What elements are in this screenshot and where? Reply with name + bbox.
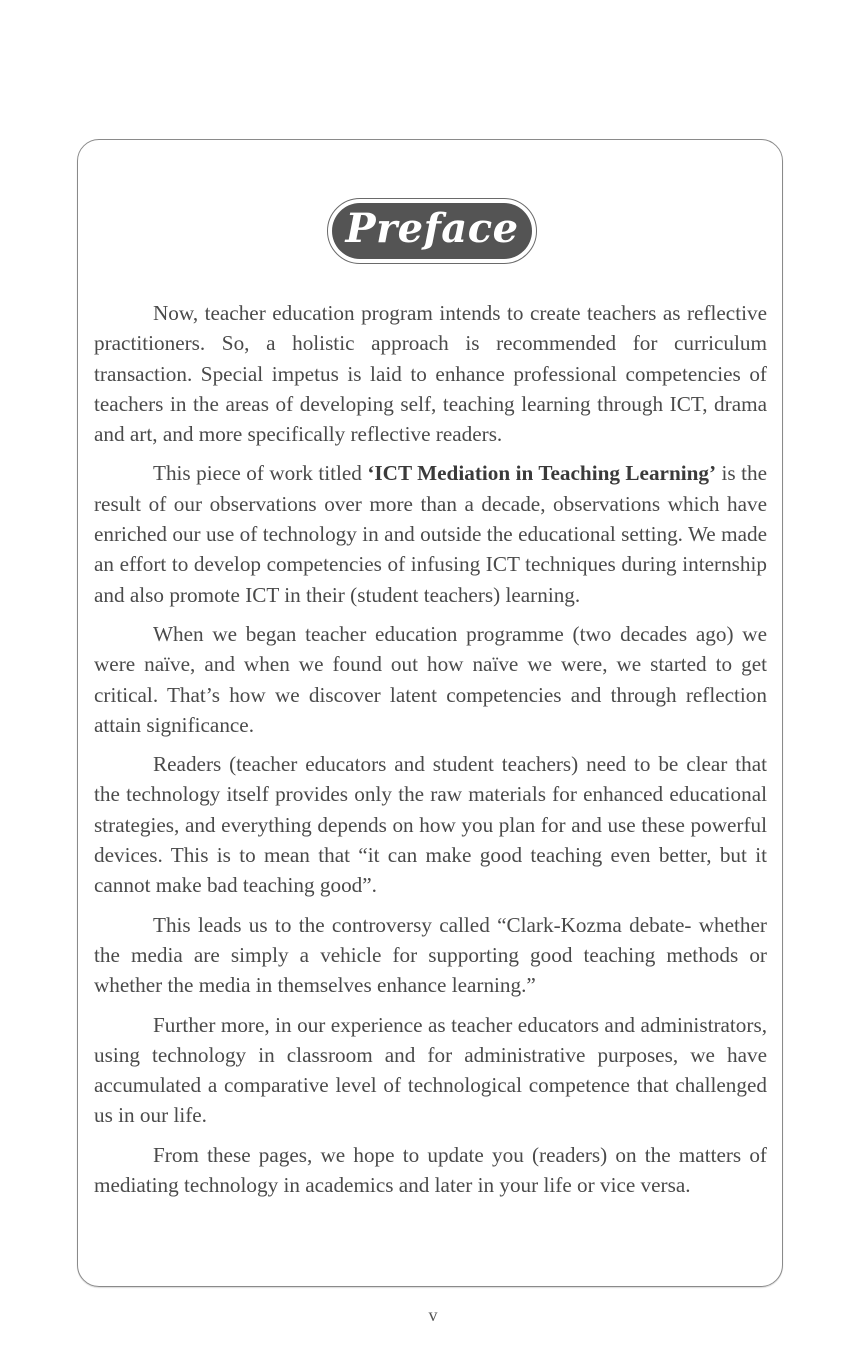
page-title: Preface	[345, 205, 519, 252]
preface-heading-pill	[332, 203, 532, 259]
preface-body	[94, 298, 767, 1209]
paragraph-5: This leads us to the controversy called “Clark-Kozma debate- whether the media are simply a vehicle for supporting good teaching methods or whether the media in themselves enhance learning.”	[94, 912, 767, 998]
paragraph-3: When we began teacher education programme (two decades ago) we were naïve, and when we found out how naïve we were, we started to get critical. That’s how we discover latent competencies and through reflection attain significance.	[94, 621, 767, 737]
paragraph-2-rest: is the result of our observations over more than a decade, observations which have enriched our use of technology in and outside the educational setting. We made an effort to develop competencies of infusing ICT techniques during internship and also promote ICT in their (student teachers) learning.	[94, 461, 767, 607]
paragraph-2-lead: This piece of work titled	[153, 461, 368, 486]
paragraph-6: Further more, in our experience as teacher educators and administrators, using technology in classroom and for administrative purposes, we have accumulated a comparative level of technological competence that challenged us in our life.	[94, 1012, 767, 1128]
paragraph-1: Now, teacher education program intends to create teachers as reflective practitioners. So, a holistic approach is recommended for curriculum transaction. Special impetus is laid to enhance professional competencies of teachers in the areas of developing self, teaching learning through ICT, drama and art, and more specifically reflective readers.	[94, 301, 767, 447]
paragraph-2	[94, 458, 767, 609]
paragraph-4: Readers (teacher educators and student teachers) need to be clear that the technology itself provides only the raw materials for enhanced educational strategies, and everything depends on how you plan for and use these powerful devices. This is to mean that “it can make good teaching even better, but it cannot make bad teaching good”.	[94, 752, 767, 898]
preface-heading-badge	[327, 198, 537, 264]
page-number: v	[428, 1305, 438, 1325]
book-title-bold: ‘ICT Mediation in Teaching Learning’	[367, 461, 717, 486]
paragraph-7: From these pages, we hope to update you (readers) on the matters of mediating technology in academics and later in your life or vice versa.	[94, 1142, 767, 1198]
